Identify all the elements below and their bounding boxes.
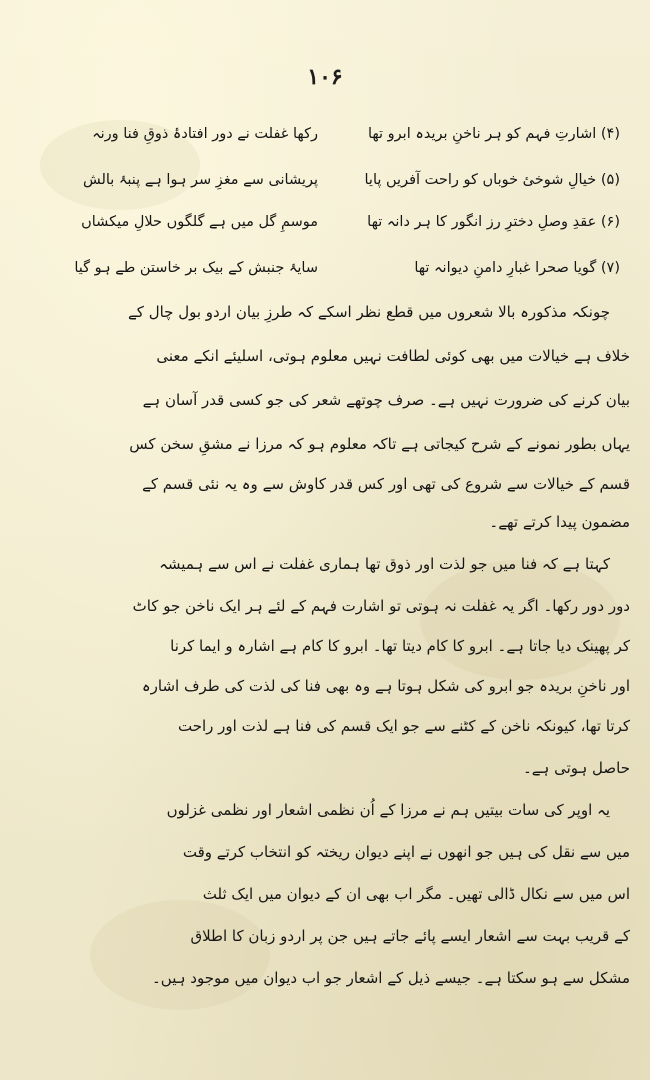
verse-first-half: (۴) اشارتِ فہم کو ہر ناخنِ بریدہ ابرو تھا xyxy=(367,126,620,142)
verse-first-half: (۵) خیالِ شوخیٔ خوباں کو راحت آفریں پایا xyxy=(364,172,620,188)
verse-second-half: پریشانی سے مغزِ سر ہوا ہے پنبۂ بالش xyxy=(82,172,318,188)
text-line: مشکل سے ہو سکتا ہے۔ جیسے ذیل کے اشعار جو اب دیوان میں موجود ہیں۔ xyxy=(151,969,630,987)
text-line: یہاں بطور نمونے کے شرح کیجاتی ہے تاکہ معلوم ہو کہ مرزا نے مشقِ سخن کس xyxy=(129,435,630,453)
text-line: بیان کرنے کی ضرورت نہیں ہے۔ صرف چوتھے شعر کی جو کسی قدر آسان ہے xyxy=(142,391,630,409)
verse-second-half: رکھا غفلت نے دور افتادۂ ذوقِ فنا ورنہ xyxy=(92,126,318,142)
verse-first-half: (۷) گویا صحرا غبارِ دامنِ دیوانہ تھا xyxy=(414,260,620,276)
verse-first-half: (۶) عقدِ وصلِ دخترِ رز انگور کا ہر دانہ تھا xyxy=(367,214,620,230)
text-line: کر پھینک دیا جاتا ہے۔ ابرو کا کام دیتا تھا۔ ابرو کا کام ہے اشارہ و ایما کرنا xyxy=(170,637,630,655)
text-line: اور ناخنِ بریدہ جو ابرو کی شکل ہوتا ہے وہ بھی فنا کی لذت کی طرف اشارہ xyxy=(141,677,630,695)
text-line: کہتا ہے کہ فنا میں جو لذت اور ذوق تھا ہماری غفلت نے اس سے ہمیشہ xyxy=(159,555,610,573)
text-line: اس میں سے نکال ڈالی تھیں۔ مگر اب بھی ان کے دیوان میں ایک ثلث xyxy=(202,885,630,903)
verse-second-half: موسمِ گل میں ہے گلگوں حلالِ میکشاں xyxy=(81,214,318,230)
text-line: مضمون پیدا کرتے تھے۔ xyxy=(489,513,630,531)
text-line: قسم کے خیالات سے شروع کی تھی اور کس قدر کاوش سے وہ یہ نئی قسم کے xyxy=(142,475,630,493)
text-line: خلاف ہے خیالات میں بھی کوئی لطافت نہیں معلوم ہوتی، اسلیئے انکے معنی xyxy=(156,347,630,365)
paper-stain xyxy=(420,560,620,680)
text-line: چونکہ مذکورہ بالا شعروں میں قطع نظر اسکے کہ طرزِ بیان اردو بول چال کے xyxy=(128,303,610,321)
text-line: دور دور رکھا۔ اگر یہ غفلت نہ ہوتی تو اشارت فہم کے لئے ہر ایک ناخن جو کاٹ xyxy=(132,597,630,615)
text-line: کے قریب بہت سے اشعار ایسے پائے جاتے ہیں جن پر اردو زبان کا اطلاق xyxy=(190,927,630,945)
page-number: ۱۰۶ xyxy=(307,64,343,90)
verse-second-half: سایۂ جنبش کے بیک بر خاستن طے ہو گیا xyxy=(74,260,318,276)
text-line: حاصل ہوتی ہے۔ xyxy=(522,759,630,777)
text-line: کرتا تھا، کیونکہ ناخن کے کٹنے سے جو ایک قسم کی فنا ہے لذت اور راحت xyxy=(178,717,630,735)
text-line: میں سے نقل کی ہیں جو انھوں نے اپنے دیوان ریختہ کو انتخاب کرتے وقت xyxy=(182,843,630,861)
text-line: یہ اوپر کی سات بیتیں ہم نے مرزا کے اُن نظمی اشعار اور نظمی غزلوں xyxy=(166,801,610,819)
paper-stain xyxy=(90,900,270,1010)
